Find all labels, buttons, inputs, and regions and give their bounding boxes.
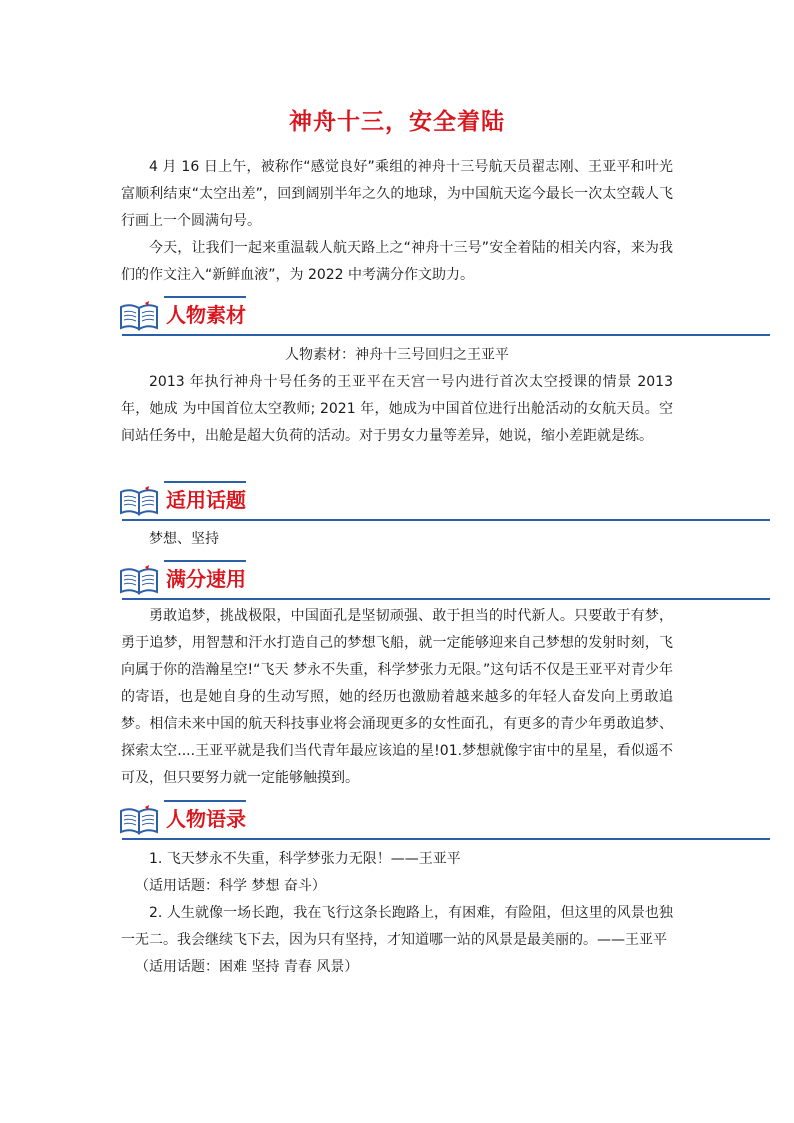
quote-2-topics: （适用话题：困难 坚持 青春 风景） [135,959,359,975]
section-header-topics [118,481,770,521]
open-book-icon [118,300,160,332]
section-title: 人物语录 [166,807,246,831]
header-accent-bar [164,800,246,802]
quote-1-topics: （适用话题：科学 梦想 奋斗） [135,878,326,894]
section-rule [122,598,770,600]
section-title: 人物素材 [166,303,246,327]
topics-body: 梦想、坚持 [149,531,219,547]
quick-use-body: 勇敢追梦，挑战极限，中国面孔是坚韧顽强、敢于担当的时代新人。只要敢于有梦，勇于追梦，用智慧和汗水打造自己的梦想飞船，就一定能够迎来自己梦想的发射时刻，飞向属于你的浩瀚星空!“飞天 梦永不失重，科学梦张力无限。”这句话不仅是王亚平对青少年的寄语，也是她自身的生动写照，她的经历也激励着越来越多的年轻人奋发向上勇敢追梦。相信未来中国的航天科技事业将会涌现更多的女性面孔，有更多的青少年勇敢追梦、探索太空....王亚平就是我们当代青年最应该追的星!01.梦想就像宇宙中的星星，看似遥不可及，但只要努力就一定能够触摸到。 [121,608,673,786]
header-accent-bar [164,296,246,298]
materials-subtitle: 人物素材：神舟十三号回归之王亚平 [285,347,509,363]
quote-1: 1. 飞天梦永不失重，科学梦张力无限！——王亚平 [149,851,461,867]
section-title: 满分速用 [166,567,246,591]
quick-use-content [121,603,673,792]
topics-content [121,526,673,553]
open-book-icon [118,804,160,836]
section-rule [122,838,770,840]
section-rule [122,519,770,521]
section-title: 适用话题 [166,488,246,512]
intro [121,154,673,289]
section-header-materials [118,296,770,336]
materials-body: 2013 年执行神舟十号任务的王亚平在天宫一号内进行首次太空授课的情景 2013 年，她成 为中国首位太空教师; 2021 年，她成为中国首位进行出舱活动的女航天员。空间站任务中，出舱是超大负荷的活动。对于男女力量等差异，她说，缩小差距就是练。 [121,374,673,444]
open-book-icon [118,485,160,517]
section-rule [122,334,770,336]
materials-content [121,342,673,450]
open-book-icon [118,564,160,596]
section-header-quick-use [118,560,770,600]
section-header-quotes [118,800,770,840]
page-title: 神舟十三，安全着陆 [289,109,505,135]
quote-2: 2. 人生就像一场长跑，我在飞行这条长跑路上，有困难，有险阻，但这里的风景也独一无二。我会继续飞下去，因为只有坚持，才知道哪一站的风景是最美丽的。——王亚平 [121,905,673,948]
intro-paragraph-2: 今天，让我们一起来重温载人航天路上之“神舟十三号”安全着陆的相关内容，来为我们的作文注入“新鲜血液”，为 2022 中考满分作文助力。 [121,240,673,283]
header-accent-bar [164,481,246,483]
header-accent-bar [164,560,246,562]
intro-paragraph-1: 4 月 16 日上午，被称作“感觉良好”乘组的神舟十三号航天员翟志刚、王亚平和叶光富顺利结束“太空出差”，回到阔别半年之久的地球，为中国航天迄今最长一次太空载人飞行画上一个圆满句号。 [121,159,673,229]
quotes-content [121,846,673,981]
